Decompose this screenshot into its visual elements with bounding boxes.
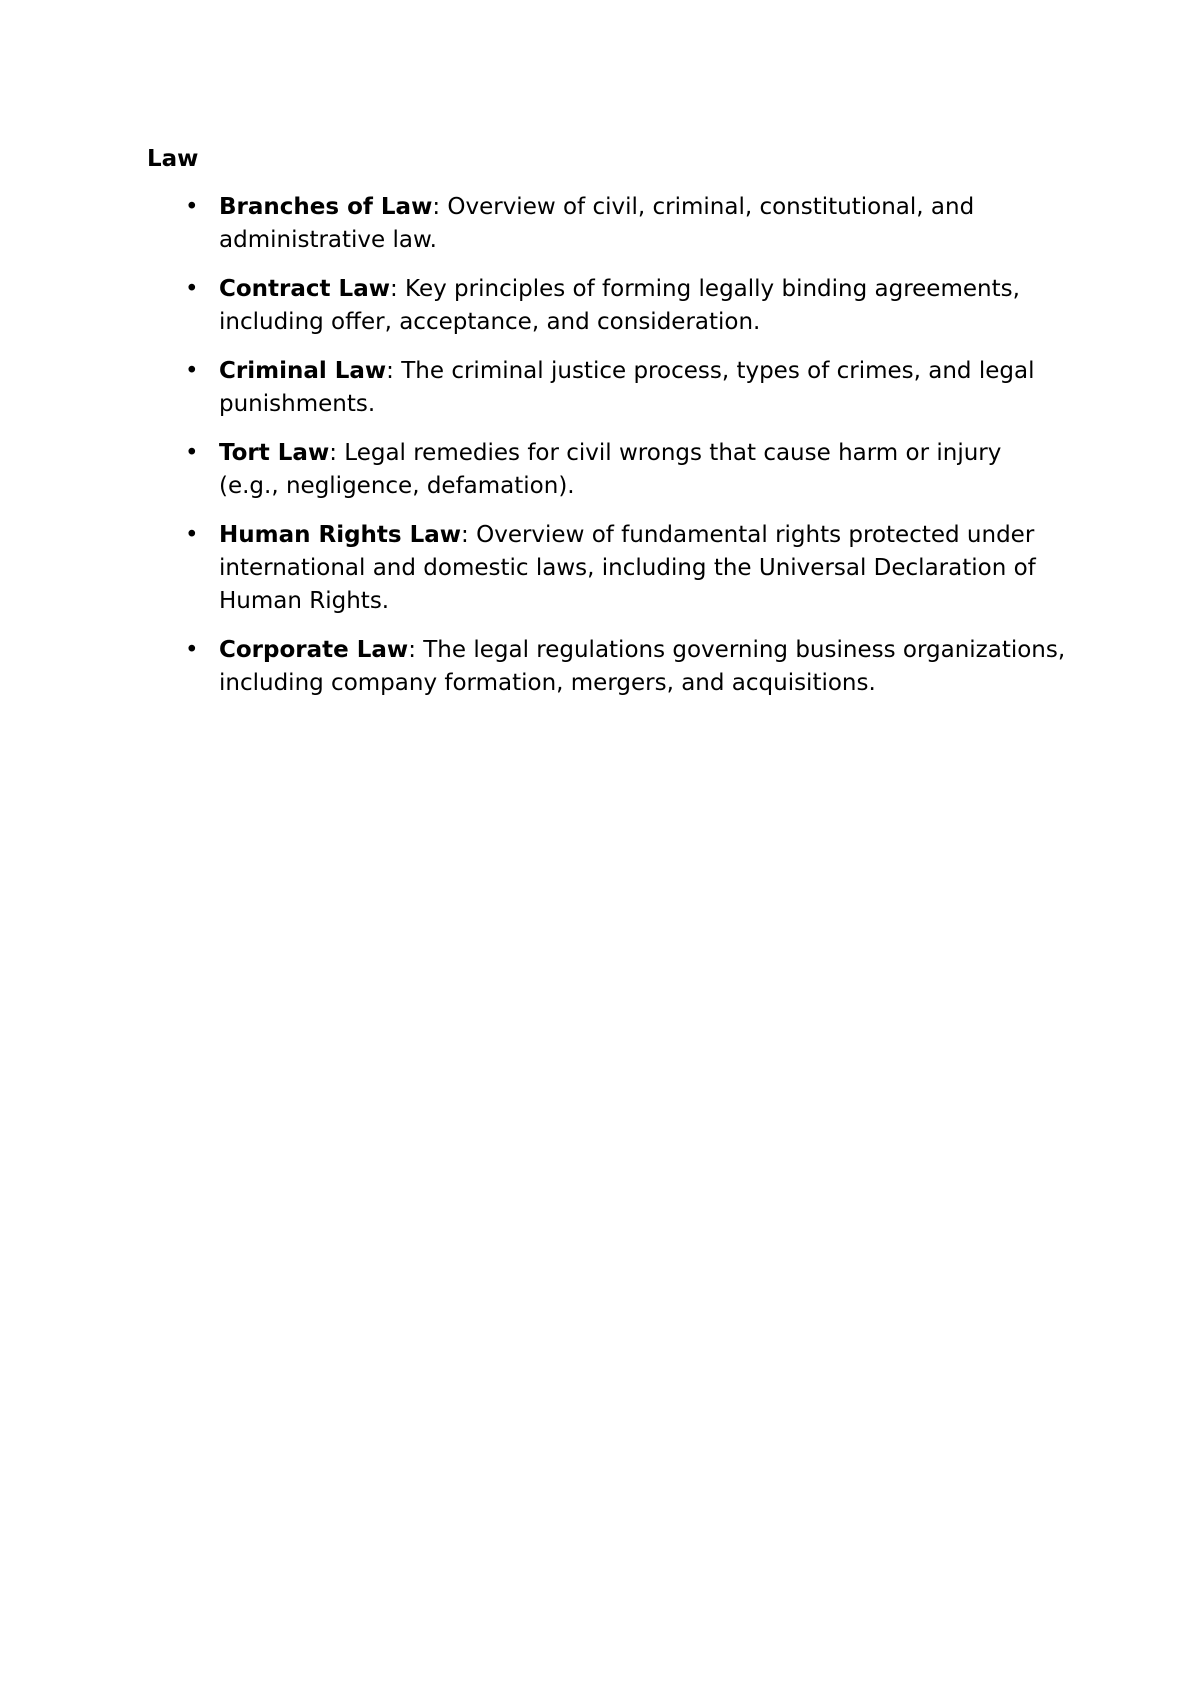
- list-item: [147, 519, 1067, 618]
- item-separator: :: [389, 276, 398, 302]
- item-separator: :: [432, 194, 441, 220]
- item-description: Overview of civil, criminal, constitutional, and administrative law.: [219, 194, 975, 253]
- list-item: [147, 634, 1067, 700]
- list-item: [147, 437, 1067, 503]
- list-item: [147, 273, 1067, 339]
- item-term: Corporate Law: [219, 637, 409, 663]
- item-term: Human Rights Law: [219, 522, 462, 548]
- item-description: Overview of fundamental rights protected under international and domestic laws, including the Universal Declaration of Human Rights.: [219, 522, 1036, 614]
- item-separator: :: [461, 522, 469, 548]
- bullet-icon: •: [185, 358, 199, 384]
- item-description: The legal regulations governing business organizations, including company formation, mergers, and acquisitions.: [219, 637, 1066, 696]
- item-term: Criminal Law: [219, 358, 387, 384]
- document-title: Law: [147, 146, 199, 172]
- topic-list: [147, 191, 1067, 700]
- item-separator: :: [329, 440, 337, 466]
- item-separator: :: [386, 358, 394, 384]
- bullet-icon: •: [185, 276, 199, 302]
- item-description: Legal remedies for civil wrongs that cause harm or injury (e.g., negligence, defamation).: [219, 440, 1002, 499]
- document-content: [147, 143, 1067, 716]
- list-item: [147, 191, 1067, 257]
- list-item: [147, 355, 1067, 421]
- bullet-icon: •: [185, 194, 199, 220]
- item-term: Branches of Law: [219, 194, 433, 220]
- bullet-icon: •: [185, 637, 199, 663]
- item-description: Key principles of forming legally binding agreements, including offer, acceptance, and consideration.: [219, 276, 1020, 335]
- item-separator: :: [408, 637, 416, 663]
- bullet-icon: •: [185, 440, 199, 466]
- item-term: Tort Law: [219, 440, 330, 466]
- item-description: The criminal justice process, types of crimes, and legal punishments.: [219, 358, 1035, 417]
- item-term: Contract Law: [219, 276, 390, 302]
- bullet-icon: •: [185, 522, 199, 548]
